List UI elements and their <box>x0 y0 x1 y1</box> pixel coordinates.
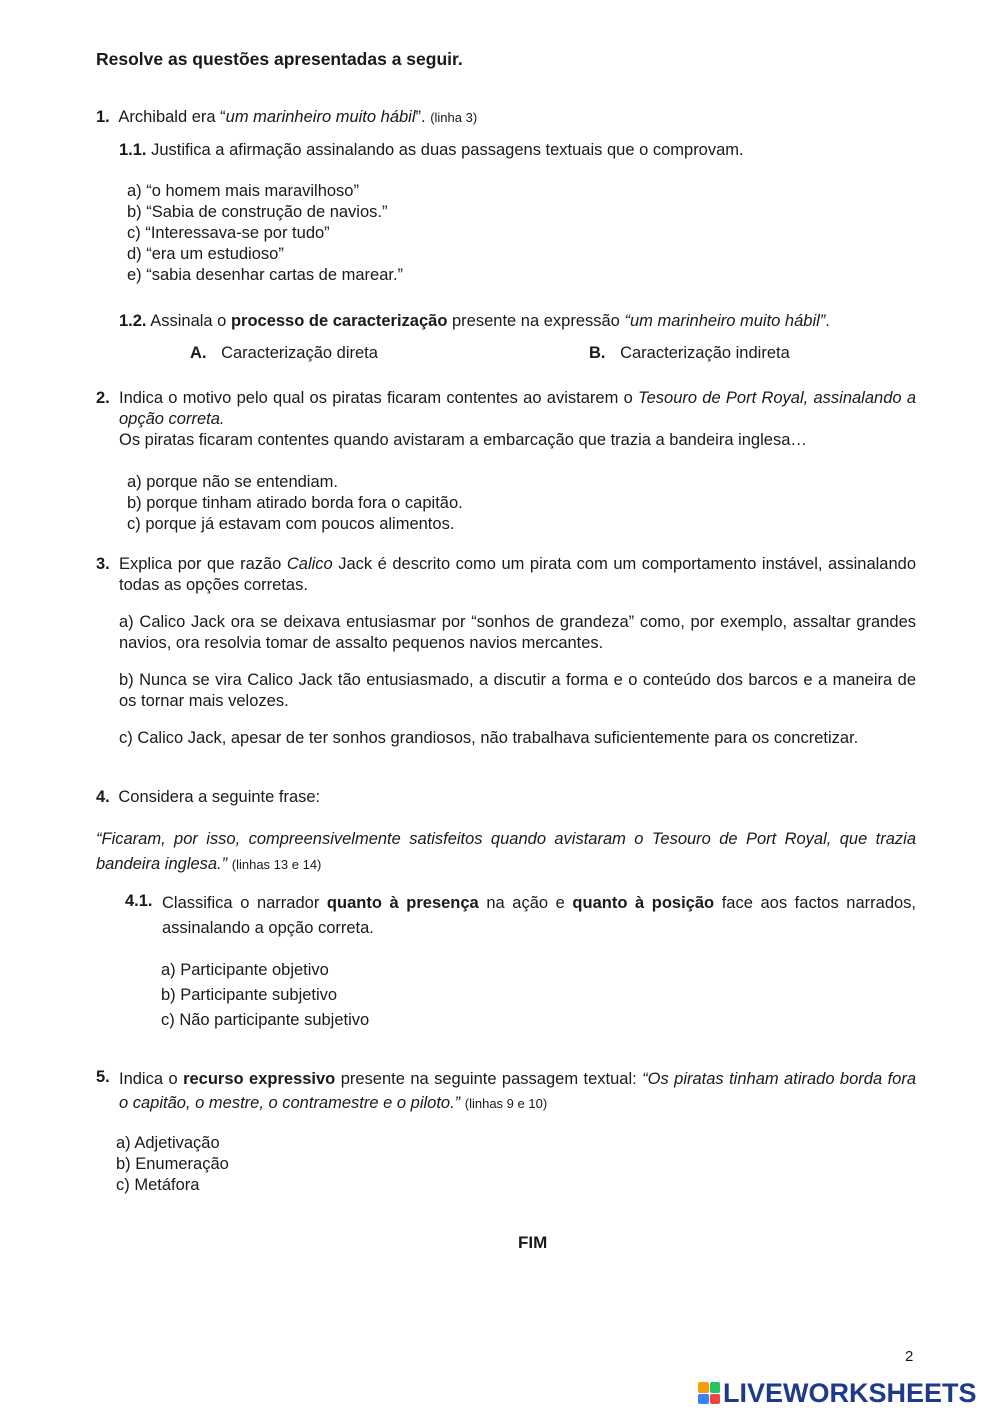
question-1-2-text-b: presente na expressão <box>452 312 620 330</box>
option-2-a[interactable]: a) porque não se entendiam. <box>127 473 338 491</box>
question-5-text <box>119 1067 916 1116</box>
question-3-text <box>119 554 916 596</box>
option-1-2-a[interactable] <box>190 343 378 364</box>
option-1-1-b[interactable]: b) “Sabia de construção de navios.” <box>127 203 388 221</box>
question-1-2-bold: processo de caracterização <box>230 312 448 330</box>
question-2-text <box>119 388 916 430</box>
question-1-2-text-c: . <box>825 312 830 330</box>
question-1-2-number: 1.2. <box>119 312 147 330</box>
option-2-b[interactable]: b) porque tinham atirado borda fora o capitão. <box>127 494 463 512</box>
question-4-1-text-c: face aos factos narrados, assinalando a opção correta. <box>162 894 917 937</box>
question-4-reference: (linhas 13 e 14) <box>231 857 322 872</box>
question-1-2-text-a: Assinala o <box>150 312 227 330</box>
option-1-2-a-text: Caracterização direta <box>221 344 378 362</box>
page-number: 2 <box>905 1348 914 1365</box>
option-4-1-c[interactable]: c) Não participante subjetivo <box>161 1011 370 1029</box>
question-1-1-options <box>127 181 403 286</box>
question-4-number: 4. <box>96 788 110 806</box>
option-5-b[interactable]: b) Enumeração <box>116 1155 229 1173</box>
question-1 <box>96 107 477 128</box>
question-4-quote: “Ficaram, por isso, compreensivelmente satisfeitos quando avistaram o Tesouro de Port Royal, que trazia bandeira inglesa.” <box>96 830 916 873</box>
question-1-2-quote: “um marinheiro muito hábil” <box>624 312 826 330</box>
question-4-1-options <box>161 958 369 1033</box>
option-3-a[interactable]: a) Calico Jack ora se deixava entusiasmar por “sonhos de grandeza” como, por exemplo, assaltar grandes navios, ora resolvia tomar de assalto pequenos navios mercantes. <box>119 613 916 652</box>
question-3-italic: Calico <box>286 555 333 573</box>
question-2-line-2: Os piratas ficaram contentes quando avistaram a embarcação que trazia a bandeira inglesa… <box>119 431 807 449</box>
option-1-1-e[interactable]: e) “sabia desenhar cartas de marear.” <box>127 266 404 284</box>
question-4 <box>96 787 320 808</box>
question-3-text-a: Explica por que razão <box>119 555 282 573</box>
question-5-number: 5. <box>96 1068 110 1086</box>
question-5-reference: (linhas 9 e 10) <box>464 1096 548 1111</box>
option-2-c[interactable]: c) porque já estavam com poucos alimentos. <box>127 515 455 533</box>
question-1-1 <box>119 140 744 161</box>
question-1-1-text: Justifica a afirmação assinalando as duas passagens textuais que o comprovam. <box>151 141 744 159</box>
option-1-1-c[interactable]: c) “Interessava-se por tudo” <box>127 224 330 242</box>
question-3-text-b: Jack é descrito como um pirata com um comportamento instável, assinalando todas as opções corretas. <box>119 555 917 594</box>
question-5-bold: recurso expressivo <box>183 1070 336 1088</box>
question-4-1-bold-2: quanto à posição <box>572 894 715 912</box>
question-4-1-bold-1: quanto à presença <box>326 894 479 912</box>
question-4-text: Considera a seguinte frase: <box>118 788 321 806</box>
option-4-1-b[interactable]: b) Participante subjetivo <box>161 986 338 1004</box>
question-1-reference: (linha 3) <box>430 110 478 125</box>
question-1-text-b: ”. <box>415 108 426 126</box>
liveworksheets-logo[interactable] <box>698 1378 977 1408</box>
question-3-number: 3. <box>96 555 110 573</box>
option-1-1-a[interactable]: a) “o homem mais maravilhoso” <box>127 182 359 200</box>
option-5-c[interactable]: c) Metáfora <box>116 1176 200 1194</box>
option-3-c[interactable]: c) Calico Jack, apesar de ter sonhos grandiosos, não trabalhava suficientemente para os concretizar. <box>119 729 859 747</box>
question-2-text-a: Indica o motivo pelo qual os piratas ficaram contentes ao avistarem o <box>119 389 633 407</box>
option-1-2-b-letter: B. <box>589 344 606 362</box>
question-1-number: 1. <box>96 108 110 126</box>
option-1-1-d[interactable]: d) “era um estudioso” <box>127 245 284 263</box>
question-4-quote-block <box>96 827 916 877</box>
option-5-a[interactable]: a) Adjetivação <box>116 1134 220 1152</box>
question-4-1-text-b: na ação e <box>486 894 565 912</box>
option-4-1-a[interactable]: a) Participante objetivo <box>161 961 329 979</box>
question-2-italic: Tesouro de Port Royal, assinalando a opção correta. <box>119 389 916 428</box>
question-5-text-b: presente na seguinte passagem textual: <box>340 1070 637 1088</box>
question-5-text-a: Indica o <box>119 1070 178 1088</box>
page-title: Resolve as questões apresentadas a seguir. <box>96 49 463 69</box>
option-1-2-b-text: Caracterização indireta <box>620 344 790 362</box>
question-1-quote: um marinheiro muito hábil <box>225 108 416 126</box>
question-2-number: 2. <box>96 389 110 407</box>
question-1-text-a: Archibald era “ <box>118 108 226 126</box>
option-3-b[interactable]: b) Nunca se vira Calico Jack tão entusiasmado, a discutir a forma e o conteúdo dos barcos e a maneira de os tornar mais velozes. <box>119 671 916 710</box>
option-1-2-b[interactable] <box>589 343 790 364</box>
question-5-options <box>116 1133 229 1196</box>
question-4-1-text <box>162 891 916 941</box>
question-5-quote: “Os piratas tinham atirado borda fora o capitão, o mestre, o contramestre e o piloto.” <box>119 1070 916 1112</box>
question-1-1-number: 1.1. <box>119 141 147 159</box>
question-2-options <box>127 472 463 535</box>
question-4-1-number: 4.1. <box>125 892 153 910</box>
option-1-2-a-letter: A. <box>190 344 207 362</box>
liveworksheets-brand-text: LIVEWORKSHEETS <box>723 1377 977 1408</box>
liveworksheets-logo-icon <box>698 1382 720 1404</box>
end-label: FIM <box>518 1233 548 1252</box>
question-1-2 <box>119 311 830 332</box>
question-4-1-text-a: Classifica o narrador <box>162 894 320 912</box>
